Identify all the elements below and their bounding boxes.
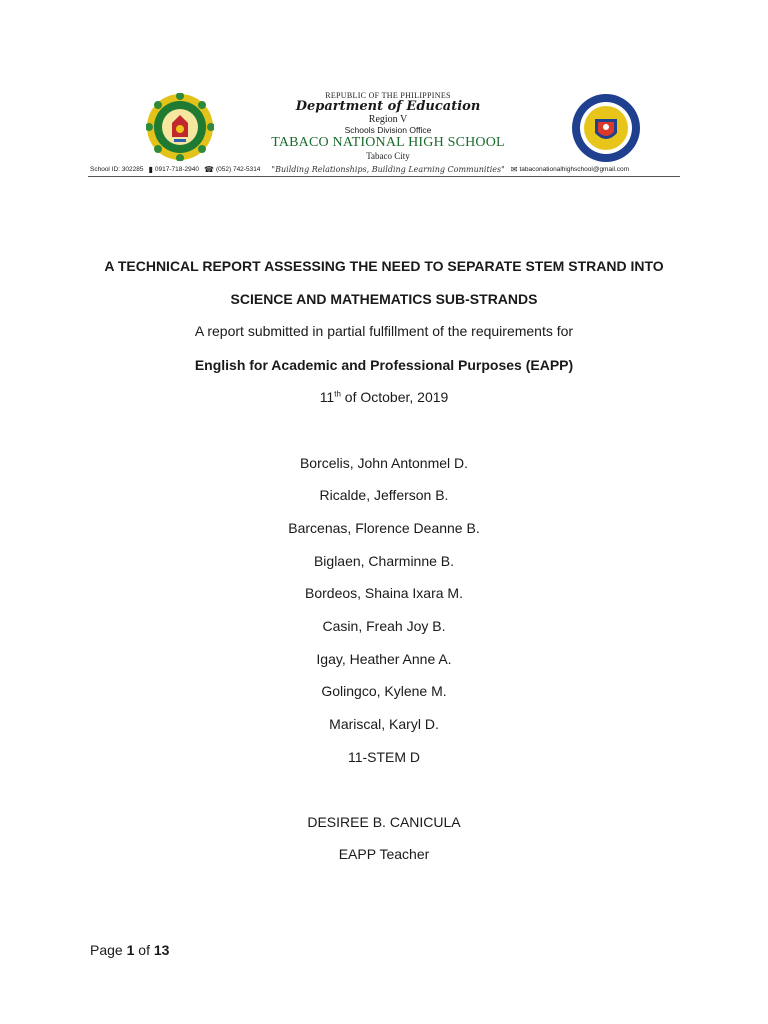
date-day: 11: [319, 389, 335, 405]
school-name: TABACO NATIONAL HIGH SCHOOL: [271, 135, 505, 150]
author-name: Ricalde, Jefferson B.: [319, 487, 449, 503]
contact-line: [90, 163, 680, 175]
author-name: Borcelis, John Antonmel D.: [299, 455, 469, 471]
page-word: Page: [90, 942, 123, 958]
mobile-phone-icon: ▮: [148, 164, 153, 174]
of-word: of: [138, 942, 150, 958]
report-subtitle: A report submitted in partial fulfillment of the requirements for: [194, 323, 574, 339]
course-name: English for Academic and Professional Purposes (EAPP): [194, 357, 574, 373]
school-id: School ID: 302285: [90, 165, 144, 173]
letterhead: [88, 88, 680, 178]
mobile-number: 0917-718-2940: [154, 165, 199, 173]
school-logo-icon: [146, 93, 214, 161]
school-motto: "Building Relationships, Building Learning Communities": [271, 164, 505, 174]
author-name: Barcenas, Florence Deanne B.: [288, 520, 480, 536]
school-email: tabaconationalhighschool@gmail.com: [519, 165, 630, 173]
teacher-name: DESIREE B. CANICULA: [307, 814, 461, 830]
city-text: Tabaco City: [366, 151, 410, 161]
department-title: Department of Education: [295, 99, 481, 114]
report-title-line-1: A TECHNICAL REPORT ASSESSING THE NEED TO SEPARATE STEM STRAND INTO: [104, 258, 664, 274]
email-icon: ✉: [510, 164, 518, 174]
letterhead-divider: [88, 176, 680, 177]
author-name: Igay, Heather Anne A.: [316, 651, 452, 667]
date-rest: of October, 2019: [340, 389, 449, 405]
page-number: [90, 942, 169, 958]
author-name: Golingco, Kylene M.: [321, 683, 447, 699]
deped-seal-icon: [571, 93, 641, 163]
total-pages: 13: [153, 942, 170, 958]
author-name: Bordeos, Shaina Ixara M.: [305, 585, 463, 601]
current-page: 1: [126, 942, 135, 958]
region-text: Region V: [368, 114, 408, 125]
section-name: 11-STEM D: [347, 749, 421, 765]
report-date: [0, 388, 768, 406]
date-suffix: th: [334, 389, 341, 399]
author-name: Mariscal, Karyl D.: [329, 716, 439, 732]
author-name: Casin, Freah Joy B.: [322, 618, 446, 634]
author-name: Biglaen, Charminne B.: [313, 553, 455, 569]
report-title-line-2: SCIENCE AND MATHEMATICS SUB-STRANDS: [230, 291, 538, 307]
division-text: Schools Division Office: [344, 125, 432, 135]
teacher-role: EAPP Teacher: [338, 846, 430, 862]
landline-number: (052) 742-5314: [215, 165, 261, 173]
telephone-icon: ☎: [204, 164, 214, 174]
republic-text: REPUBLIC OF THE PHILIPPINES: [325, 91, 451, 100]
letterhead-text: [238, 91, 538, 161]
